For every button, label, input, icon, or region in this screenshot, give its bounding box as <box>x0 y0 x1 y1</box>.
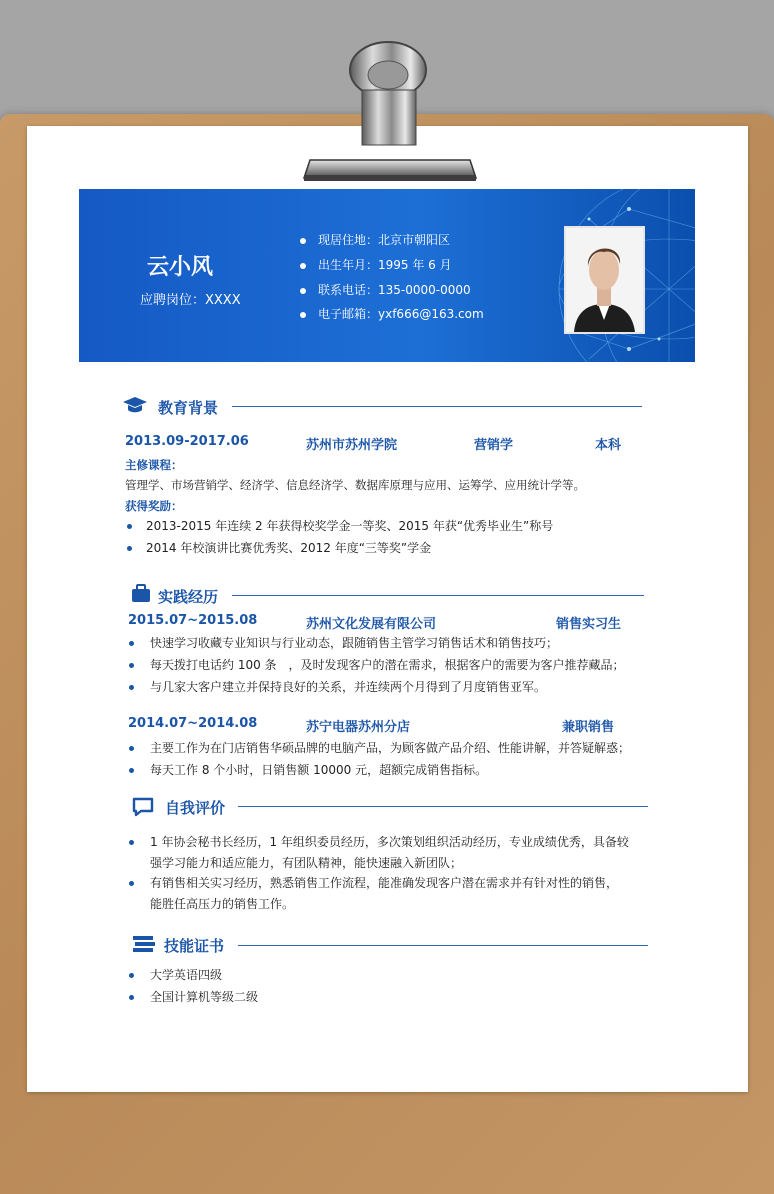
bullet-icon <box>300 238 306 244</box>
job-role: 销售实习生 <box>556 617 622 632</box>
award-item: 2013-2015 年连续 2 年获得校奖学金一等奖、2015 年获“优秀毕业生”称号 <box>146 519 554 533</box>
job-company: 苏宁电器苏州分店 <box>306 720 411 735</box>
info-email: 电子邮箱：yxf666@163.com <box>300 305 484 322</box>
skill-item: 大学英语四级 <box>150 968 223 982</box>
divider <box>232 595 644 596</box>
awards-label: 获得奖励： <box>125 499 183 513</box>
edu-school: 苏州市苏州学院 <box>306 438 398 453</box>
job-item: 每天工作 8 个小时，日销售额 10000 元，超额完成销售指标。 <box>150 763 488 777</box>
award-item: 2014 年校演讲比赛优秀奖、2012 年度“三等奖”学金 <box>146 541 432 555</box>
divider <box>238 945 648 946</box>
courses-text: 管理学、市场营销学、经济学、信息经济学、数据库原理与应用、运筹学、应用统计学等。 <box>125 478 585 492</box>
self-line: 有销售相关实习经历，熟悉销售工作流程，能准确发现客户潜在需求并有针对性的销售， <box>150 876 619 890</box>
section-title-practice: 实践经历 <box>158 588 219 606</box>
job-company: 苏州文化发展有限公司 <box>306 617 437 632</box>
info-phone: 联系电话：135-0000-0000 <box>300 281 471 298</box>
job-item: 主要工作为在门店销售华硕品牌的电脑产品，为顾客做产品介绍、性能讲解，并答疑解惑； <box>150 741 631 755</box>
bullet-icon <box>129 995 134 1000</box>
bullet-icon <box>129 881 134 886</box>
profile-photo <box>566 228 643 332</box>
bullet-icon <box>127 546 132 551</box>
bullet-icon <box>129 641 134 646</box>
bullet-icon <box>300 288 306 294</box>
graduation-cap-icon <box>122 396 148 414</box>
section-title-skills: 技能证书 <box>164 937 225 955</box>
job-item: 与几家大客户建立并保持良好的关系，并连续两个月得到了月度销售亚军。 <box>150 680 547 694</box>
self-line: 1 年协会秘书长经历，1 年组织委员经历，多次策划组织活动经历，专业成绩优秀，具备较 <box>150 835 629 849</box>
edu-degree: 本科 <box>595 438 622 453</box>
bullet-icon <box>129 840 134 845</box>
section-title-self: 自我评价 <box>165 799 226 817</box>
edu-major: 营销学 <box>474 438 514 453</box>
books-icon <box>132 935 156 953</box>
bullet-icon <box>300 312 306 318</box>
applied-position: 应聘岗位：XXXX <box>140 293 241 308</box>
bullet-icon <box>129 768 134 773</box>
job-role: 兼职销售 <box>562 720 615 735</box>
courses-label: 主修课程： <box>125 458 183 472</box>
job-item: 每天拨打电话约 100 条 ，及时发现客户的潜在需求，根据客户的需要为客户推荐藏品； <box>150 658 625 672</box>
bullet-icon <box>129 663 134 668</box>
info-birth: 出生年月：1995 年 6 月 <box>300 256 452 273</box>
divider <box>232 406 642 407</box>
binder-clip-icon <box>300 20 480 190</box>
job-item: 快速学习收藏专业知识与行业动态，跟随销售主管学习销售话术和销售技巧； <box>150 636 559 650</box>
job-date: 2014.07~2014.08 <box>128 716 258 731</box>
chat-bubble-icon <box>132 797 154 817</box>
applicant-name: 云小风 <box>146 255 213 280</box>
bullet-icon <box>129 973 134 978</box>
bullet-icon <box>129 685 134 690</box>
bullet-icon <box>127 524 132 529</box>
divider <box>238 806 648 807</box>
info-address: 现居住地：北京市朝阳区 <box>300 231 450 248</box>
self-line: 强学习能力和适应能力，有团队精神，能快速融入新团队； <box>150 856 463 870</box>
briefcase-icon <box>131 584 151 604</box>
bullet-icon <box>129 746 134 751</box>
edu-date: 2013.09-2017.06 <box>125 434 249 449</box>
job-date: 2015.07~2015.08 <box>128 613 258 628</box>
self-line: 能胜任高压力的销售工作。 <box>150 897 295 911</box>
skill-item: 全国计算机等级二级 <box>150 990 259 1004</box>
bullet-icon <box>300 263 306 269</box>
section-title-education: 教育背景 <box>158 399 219 417</box>
